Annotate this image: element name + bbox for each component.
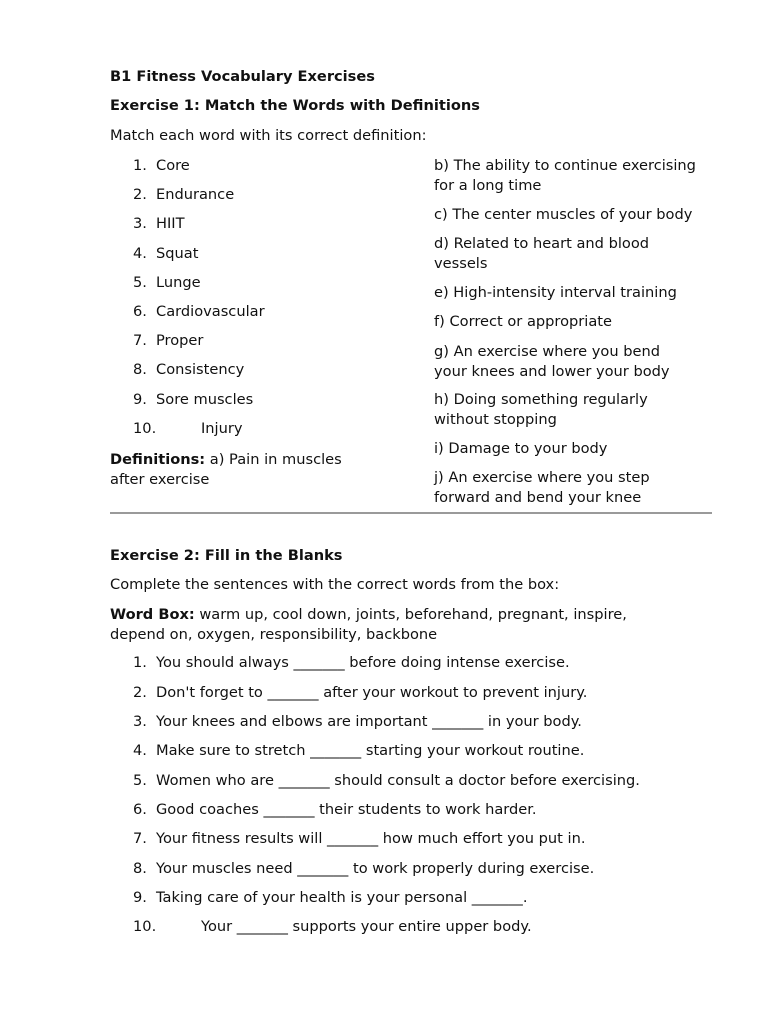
definition-item: [434, 390, 648, 430]
word-number: 10.: [133, 420, 157, 437]
word-box: [110, 605, 627, 645]
definition-a-line2: after exercise: [110, 471, 210, 488]
word-text: Core: [156, 157, 190, 174]
word-box-line2: depend on, oxygen, responsibility, backbone: [110, 626, 438, 643]
word-number: 2.: [133, 186, 147, 203]
word-number: 5.: [133, 274, 147, 291]
exercise2-heading: Exercise 2: Fill in the Blanks: [110, 547, 343, 564]
sentence-number: 2.: [133, 684, 147, 701]
sentence-text: Good coaches _______ their students to work harder.: [156, 801, 537, 818]
sentence-number: 9.: [133, 889, 147, 906]
sentence-text: Women who are _______ should consult a doctor before exercising.: [156, 772, 640, 789]
sentence-text: Taking care of your health is your personal _______.: [156, 889, 528, 906]
exercise1-instruction: Match each word with its correct definition:: [110, 127, 427, 144]
section-divider: [110, 512, 712, 514]
word-text: Squat: [156, 245, 199, 262]
definition-line2: forward and bend your knee: [434, 489, 642, 506]
word-text: Lunge: [156, 274, 201, 291]
word-number: 4.: [133, 245, 147, 262]
word-text: HIIT: [156, 215, 185, 232]
word-box-line1: warm up, cool down, joints, beforehand, pregnant, inspire,: [194, 606, 627, 623]
definitions-label: Definitions:: [110, 451, 206, 468]
sentence-number: 4.: [133, 742, 147, 759]
word-text: Sore muscles: [156, 391, 254, 408]
word-text: Endurance: [156, 186, 235, 203]
sentence-text: Your _______ supports your entire upper body.: [201, 918, 532, 935]
sentence-number: 6.: [133, 801, 147, 818]
word-number: 1.: [133, 157, 147, 174]
sentence-text: Your knees and elbows are important _______ in your body.: [156, 713, 582, 730]
definition-a: [110, 450, 342, 490]
document-title: B1 Fitness Vocabulary Exercises: [110, 68, 375, 85]
definition-item: [434, 205, 692, 225]
definition-line2: without stopping: [434, 411, 557, 428]
sentence-number: 10.: [133, 918, 157, 935]
definition-line2: vessels: [434, 255, 488, 272]
sentence-number: 3.: [133, 713, 147, 730]
definition-item: [434, 283, 677, 303]
sentence-number: 7.: [133, 830, 147, 847]
word-text: Consistency: [156, 361, 245, 378]
sentence-number: 8.: [133, 860, 147, 877]
definition-line1: g) An exercise where you bend: [434, 343, 661, 360]
definition-item: [434, 234, 649, 274]
definition-item: [434, 439, 607, 459]
word-number: 8.: [133, 361, 147, 378]
definition-item: [434, 312, 612, 332]
definition-item: [434, 468, 650, 508]
sentence-text: Make sure to stretch _______ starting your workout routine.: [156, 742, 585, 759]
word-number: 3.: [133, 215, 147, 232]
word-text: Proper: [156, 332, 204, 349]
exercise1-heading: Exercise 1: Match the Words with Definitions: [110, 97, 480, 114]
definition-item: [434, 342, 670, 382]
sentence-number: 5.: [133, 772, 147, 789]
definition-line1: c) The center muscles of your body: [434, 206, 693, 223]
exercise2-instruction: Complete the sentences with the correct words from the box:: [110, 576, 560, 593]
definition-line1: j) An exercise where you step: [434, 469, 650, 486]
sentence-text: Your muscles need _______ to work properly during exercise.: [156, 860, 595, 877]
sentence-text: Don't forget to _______ after your workout to prevent injury.: [156, 684, 588, 701]
definition-a-line1: a) Pain in muscles: [209, 451, 342, 468]
definition-line1: d) Related to heart and blood: [434, 235, 650, 252]
definition-line2: for a long time: [434, 177, 542, 194]
sentence-number: 1.: [133, 654, 147, 671]
word-text: Cardiovascular: [156, 303, 265, 320]
definition-line1: i) Damage to your body: [434, 440, 608, 457]
definition-line1: b) The ability to continue exercising: [434, 157, 696, 174]
definition-line1: f) Correct or appropriate: [434, 313, 612, 330]
word-number: 6.: [133, 303, 147, 320]
word-text: Injury: [201, 420, 243, 437]
sentence-text: You should always _______ before doing intense exercise.: [156, 654, 570, 671]
definition-line1: e) High-intensity interval training: [434, 284, 677, 301]
word-number: 9.: [133, 391, 147, 408]
definition-line2: your knees and lower your body: [434, 363, 670, 380]
sentence-text: Your fitness results will _______ how much effort you put in.: [156, 830, 586, 847]
definition-item: [434, 156, 696, 196]
definition-line1: h) Doing something regularly: [434, 391, 648, 408]
word-box-label: Word Box:: [110, 606, 195, 623]
word-number: 7.: [133, 332, 147, 349]
